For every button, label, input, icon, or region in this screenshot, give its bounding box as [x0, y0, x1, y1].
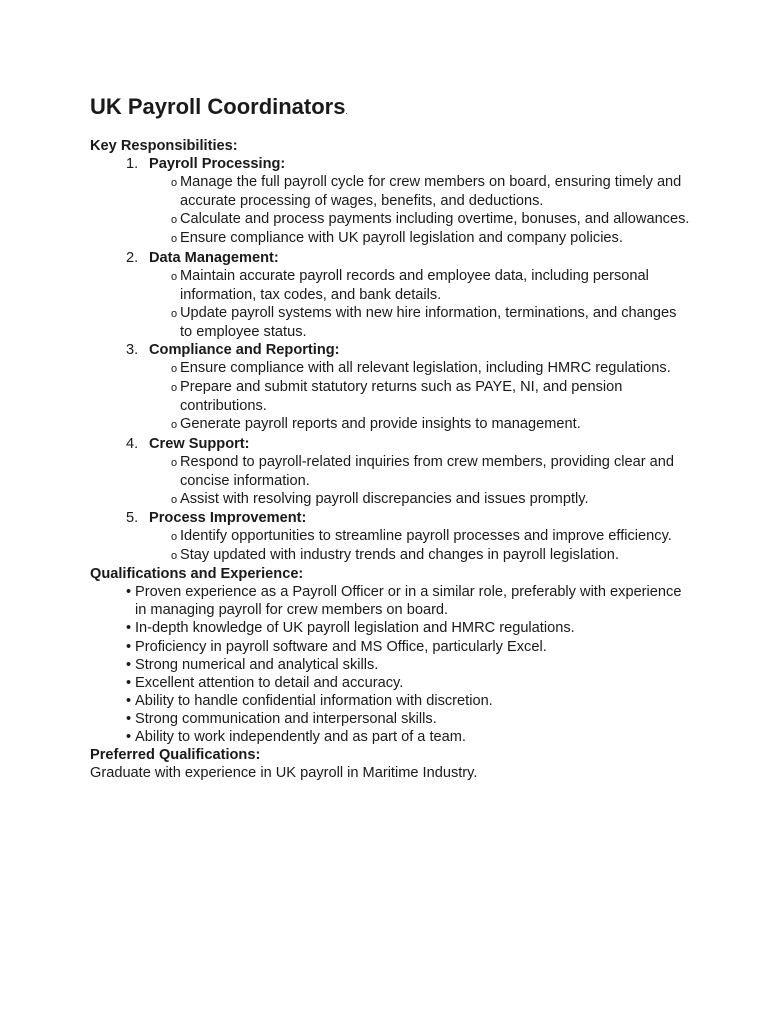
list-number: 2. [126, 249, 139, 266]
responsibility-points [149, 453, 690, 509]
list-item: o Ensure compliance with all relevant legislation, including HMRC regulations. [171, 359, 690, 378]
responsibility-points [149, 267, 690, 341]
responsibility-points [149, 359, 690, 434]
circle-bullet-icon: o [171, 214, 178, 227]
list-item: o Update payroll systems with new hire information, terminations, and changes to employee status. [171, 304, 677, 340]
list-item: o Respond to payroll-related inquiries from crew members, providing clear and concise information. [171, 453, 674, 489]
circle-bullet-icon: o [171, 493, 178, 506]
list-item: o Stay updated with industry trends and changes in payroll legislation. [171, 546, 690, 565]
list-item: • Proficiency in payroll software and MS Office, particularly Excel. [126, 638, 547, 655]
circle-bullet-icon: o [171, 419, 178, 432]
preferred-qualifications-text: Graduate with experience in UK payroll in Maritime Industry. [90, 765, 478, 782]
bullet-icon: • [126, 692, 132, 709]
list-number: 4. [126, 435, 139, 452]
responsibilities-list [90, 155, 690, 565]
responsibility-title: Compliance and Reporting: [149, 342, 340, 359]
responsibility-points [149, 527, 690, 565]
list-number: 5. [126, 509, 139, 526]
bullet-icon: • [126, 584, 132, 601]
responsibility-title: Crew Support: [149, 435, 250, 452]
key-responsibilities-heading: Key Responsibilities: [90, 138, 238, 154]
list-item: • Ability to work independently and as part of a team. [126, 729, 466, 745]
responsibility-item [124, 341, 690, 434]
list-number: 1. [126, 156, 139, 173]
qualifications-list [90, 583, 690, 746]
circle-bullet-icon: o [171, 177, 178, 190]
list-item: o Prepare and submit statutory returns such as PAYE, NI, and pension contributions. [171, 379, 623, 415]
list-item: • Excellent attention to detail and accuracy. [126, 674, 404, 691]
document-title: UK Payroll Coordinators. [90, 94, 348, 119]
list-item: o Manage the full payroll cycle for crew members on board, ensuring timely and accurate processing of wages, benefits, and deductions. [171, 174, 682, 210]
circle-bullet-icon: o [171, 530, 178, 543]
list-item: • Strong numerical and analytical skills. [126, 656, 379, 673]
list-item: o Generate payroll reports and provide insights to management. [171, 415, 690, 434]
circle-bullet-icon: o [171, 307, 178, 320]
responsibility-points [149, 173, 690, 248]
bullet-icon: • [126, 656, 132, 673]
list-item: o Identify opportunities to streamline payroll processes and improve efficiency. [171, 527, 690, 546]
circle-bullet-icon: o [171, 233, 178, 246]
responsibility-item [124, 249, 690, 341]
circle-bullet-icon: o [171, 456, 178, 469]
bullet-icon: • [126, 674, 132, 691]
circle-bullet-icon: o [171, 270, 178, 283]
responsibility-item [124, 435, 690, 509]
list-item: • Strong communication and interpersonal skills. [126, 710, 437, 727]
circle-bullet-icon: o [171, 382, 178, 395]
responsibility-title: Data Management: [149, 249, 279, 266]
list-item: • Ability to handle confidential information with discretion. [126, 692, 493, 709]
qualifications-heading: Qualifications and Experience: [90, 566, 304, 583]
list-item: o Calculate and process payments including overtime, bonuses, and allowances. [171, 210, 690, 229]
preferred-qualifications-heading: Preferred Qualifications: [90, 747, 261, 764]
title-mark: . [345, 107, 348, 116]
circle-bullet-icon: o [171, 363, 178, 376]
list-item: • Proven experience as a Payroll Officer or in a similar role, preferably with experience in managing payroll for crew members on board. [126, 584, 682, 619]
bullet-icon: • [126, 729, 132, 745]
list-number: 3. [126, 342, 139, 359]
responsibility-title: Payroll Processing: [149, 156, 286, 173]
circle-bullet-icon: o [171, 550, 178, 563]
document-body [90, 137, 690, 782]
list-item: o Assist with resolving payroll discrepancies and issues promptly. [171, 490, 690, 509]
list-item: • In-depth knowledge of UK payroll legislation and HMRC regulations. [126, 620, 575, 637]
responsibility-item [124, 155, 690, 248]
bullet-icon: • [126, 638, 132, 655]
responsibility-item [124, 509, 690, 565]
bullet-icon: • [126, 710, 132, 727]
list-item: o Ensure compliance with UK payroll legislation and company policies. [171, 229, 690, 248]
bullet-icon: • [126, 620, 132, 637]
responsibility-title: Process Improvement: [149, 509, 307, 526]
list-item: o Maintain accurate payroll records and employee data, including personal information, tax codes, and bank details. [171, 267, 649, 303]
